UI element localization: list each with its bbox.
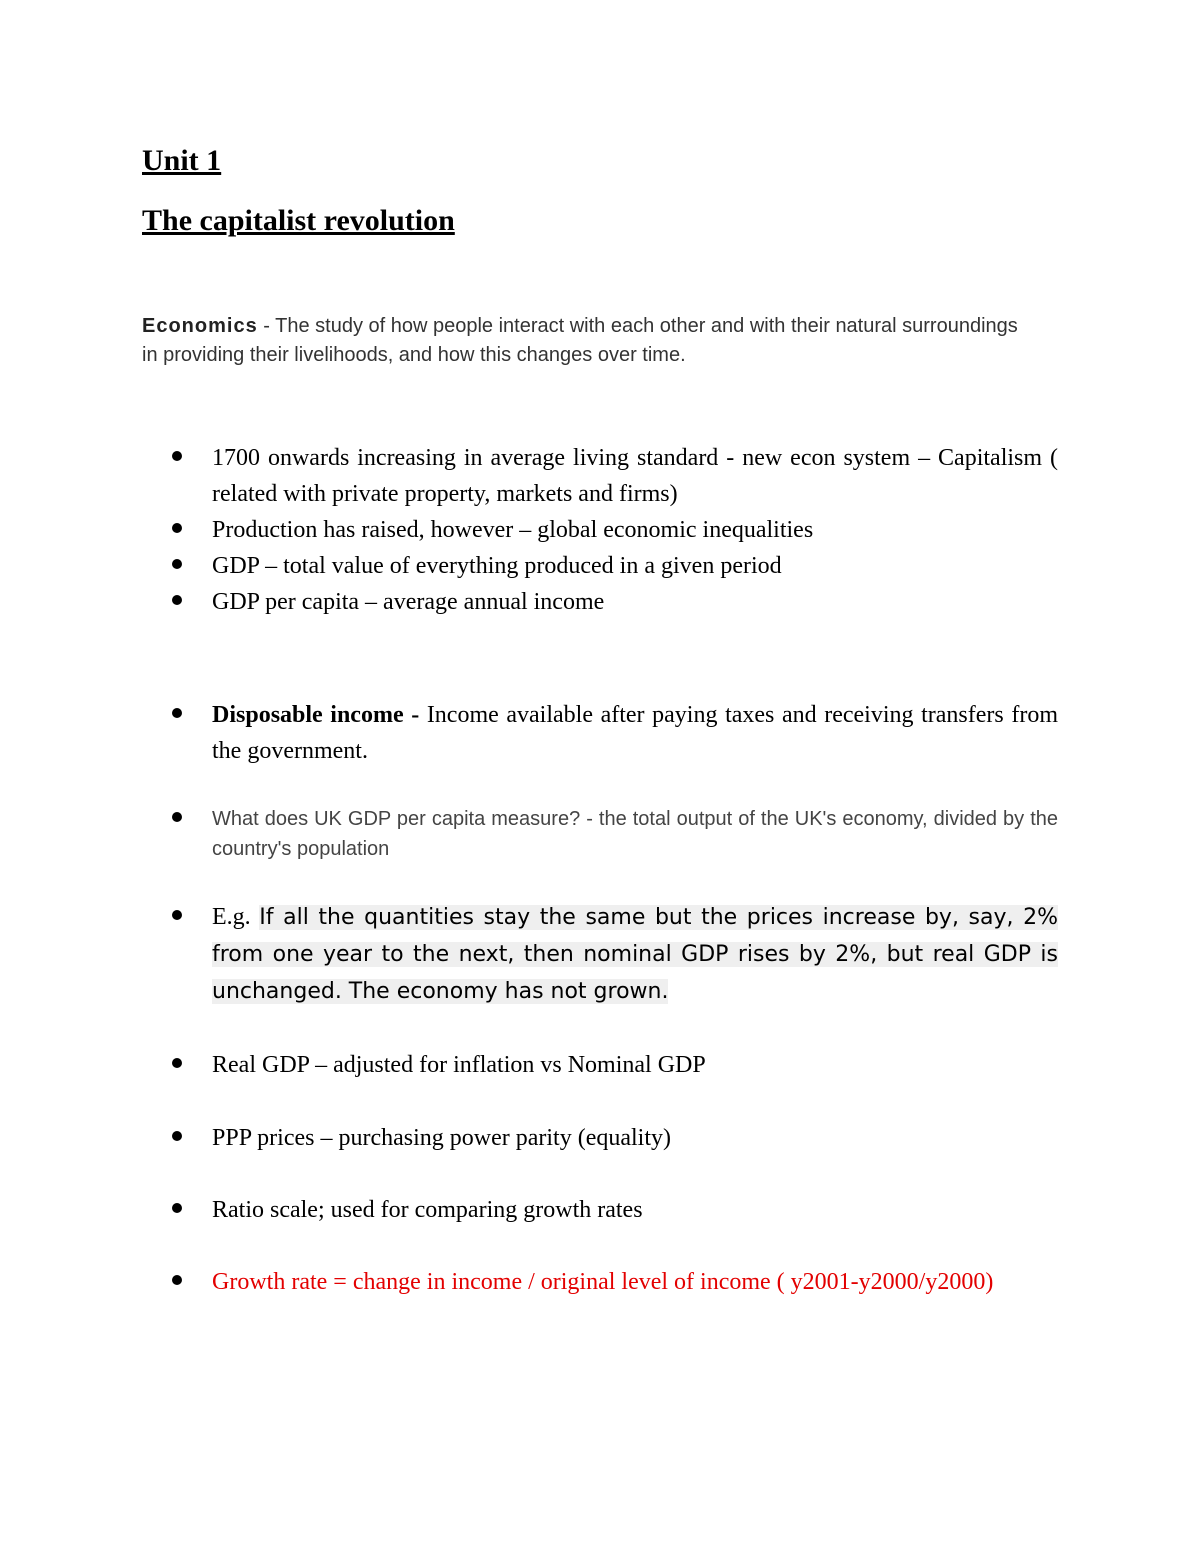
list-item-text: Growth rate = change in income / original level of income ( y2001-y2000/y2000) [212,1269,994,1295]
definition-text: - The study of how people interact with each other and with their natural surroundings in providing their livelihoods, and how this changes over time. [142,315,1018,366]
example-text: If all the quantities stay the same but the prices increase by, say, 2% from one year to the next, then nominal GDP rises by 2%, but real GDP is unchanged. The economy has not grown. [212,905,1058,1004]
list-item-growth-rate [172,1264,1058,1300]
list-item [172,548,1058,584]
topic-heading: The capitalist revolution [142,204,455,237]
bullet-icon [172,812,182,822]
list-item-text: GDP per capita – average annual income [212,589,605,615]
bullet-icon [172,559,182,569]
bullet-icon [172,1203,182,1213]
bullet-icon [172,910,182,920]
disposable-term: Disposable income - [212,702,427,728]
list-item-text: 1700 onwards increasing in average living standard - new econ system – Capitalism ( related with private property, markets and firms) [212,445,1058,507]
list-item-text [212,697,1058,769]
economics-definition [142,312,1022,370]
list-item-text [212,899,1058,1010]
unit-heading: Unit 1 [142,144,222,177]
list-item [172,440,1058,512]
list-item-text: Production has raised, however – global economic inequalities [212,517,814,543]
bullet-icon [172,595,182,605]
bullet-icon [172,523,182,533]
list-item-ratio-scale [172,1192,1058,1228]
list-item-example [172,899,1058,1010]
list-item [172,512,1058,548]
list-item-text: Ratio scale; used for comparing growth rates [212,1197,643,1223]
list-item-text: PPP prices – purchasing power parity (equality) [212,1125,672,1151]
list-item-real-gdp [172,1047,1058,1083]
list-item-text: GDP – total value of everything produced in a given period [212,553,782,579]
list-item [172,584,1058,620]
bullet-icon [172,1275,182,1285]
bullet-icon [172,451,182,461]
list-item-disposable-income [172,697,1058,769]
list-item-ppp [172,1120,1058,1156]
definition-term: Economics [142,315,258,337]
list-item-text: What does UK GDP per capita measure? - the total output of the UK's economy, divided by the country's population [212,808,1058,860]
disposable-text: Income available after paying taxes and receiving transfers from the government. [212,702,1059,764]
bullet-icon [172,1131,182,1141]
list-item-uk-gdp [172,804,1058,864]
bullet-icon [172,708,182,718]
list-item-text: Real GDP – adjusted for inflation vs Nominal GDP [212,1052,706,1078]
example-prefix: E.g. [212,904,260,930]
bullet-icon [172,1058,182,1068]
